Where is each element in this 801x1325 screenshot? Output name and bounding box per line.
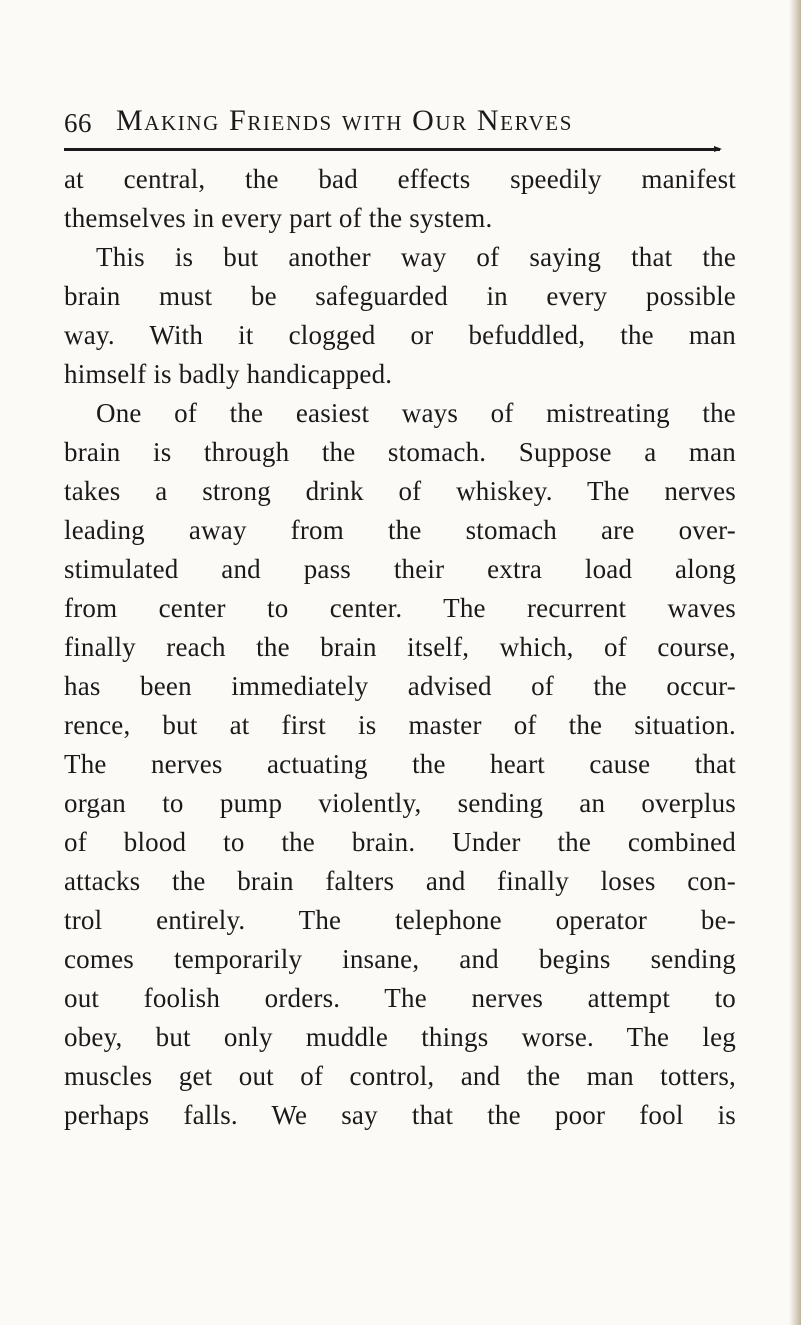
text-line: finally reach the brain itself, which, of course, <box>64 632 736 662</box>
text-line: trol entirely. The telephone operator be- <box>64 905 736 935</box>
text-line: organ to pump violently, sending an overplus <box>64 788 736 818</box>
text-line: comes temporarily insane, and begins sending <box>64 944 736 974</box>
header-rule-end <box>714 146 722 152</box>
text-line: themselves in every part of the system. <box>64 203 493 233</box>
paragraph-start: One of the easiest ways of mistreating the <box>96 398 736 428</box>
text-line: way. With it clogged or befuddled, the man <box>64 320 736 350</box>
body-text <box>64 160 736 1135</box>
page-number: 66 <box>64 108 92 138</box>
text-line: muscles get out of control, and the man totters, <box>64 1061 736 1091</box>
text-line: The nerves actuating the heart cause that <box>64 749 736 779</box>
text-line: attacks the brain falters and finally loses con- <box>64 866 736 896</box>
text-line: of blood to the brain. Under the combined <box>64 827 736 857</box>
text-line: himself is badly handicapped. <box>64 359 393 389</box>
page-edge-shadow <box>789 0 801 1325</box>
paragraph-start: This is but another way of saying that the <box>96 242 736 272</box>
text-line: out foolish orders. The nerves attempt to <box>64 983 736 1013</box>
text-line: takes a strong drink of whiskey. The nerves <box>64 476 736 506</box>
text-line: at central, the bad effects speedily manifest <box>64 164 736 194</box>
page-header <box>64 104 724 144</box>
text-line: stimulated and pass their extra load along <box>64 554 736 584</box>
text-line: perhaps falls. We say that the poor fool is <box>64 1100 736 1130</box>
running-title: Making Friends with Our Nerves <box>116 104 573 137</box>
text-line: from center to center. The recurrent waves <box>64 593 736 623</box>
text-line: brain must be safeguarded in every possible <box>64 281 736 311</box>
header-rule <box>64 148 720 151</box>
text-line: has been immediately advised of the occur- <box>64 671 736 701</box>
text-line: obey, but only muddle things worse. The leg <box>64 1022 736 1052</box>
text-line: brain is through the stomach. Suppose a man <box>64 437 736 467</box>
text-line: leading away from the stomach are over- <box>64 515 736 545</box>
text-line: rence, but at first is master of the situation. <box>64 710 736 740</box>
